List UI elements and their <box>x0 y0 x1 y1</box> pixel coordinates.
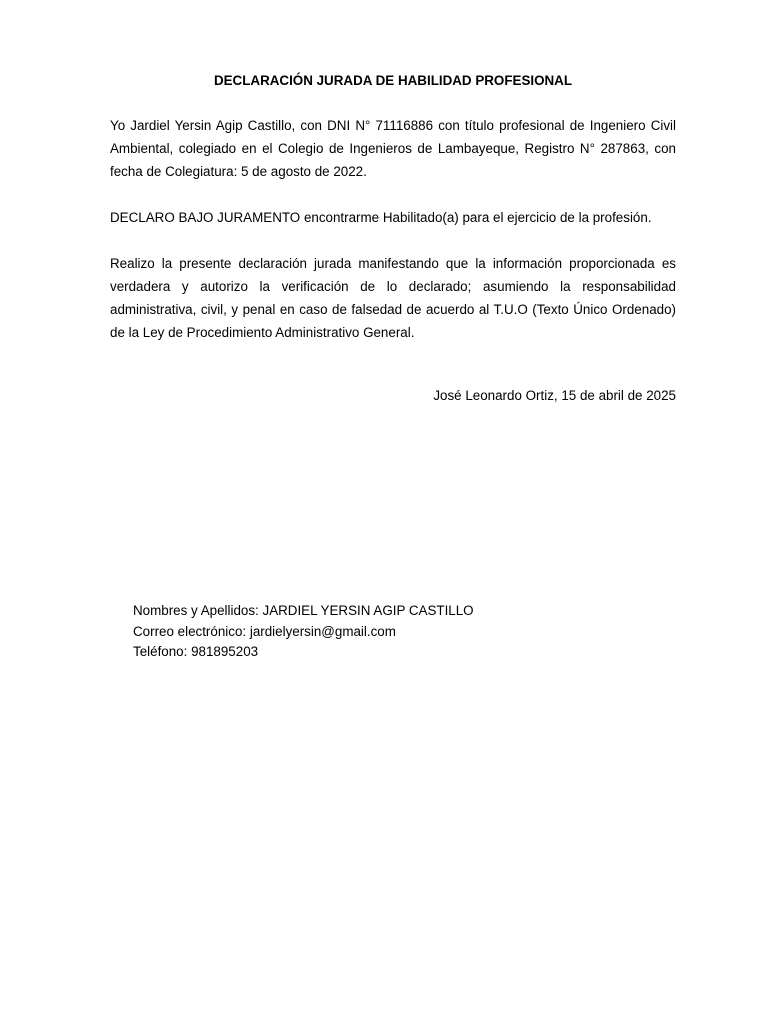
contact-block <box>133 601 474 663</box>
paragraph-identity: Yo Jardiel Yersin Agip Castillo, con DNI N° 71116886 con título profesional de Ingeniero Civil Ambiental, colegiado en el Colegio de Ingenieros de Lambayeque, Registro N° 287863, con fecha de Colegiatura: 5 de agosto de 2022. <box>110 118 676 179</box>
contact-names: Nombres y Apellidos: JARDIEL YERSIN AGIP CASTILLO <box>133 603 474 618</box>
paragraph-responsibility: Realizo la presente declaración jurada manifestando que la información proporcionada es verdadera y autorizo la verificación de lo declarado; asumiendo la responsabilidad administrativa, civil, y penal en caso de falsedad de acuerdo al T.U.O (Texto Único Ordenado) de la Ley de Procedimiento Administrativo General. <box>110 256 676 340</box>
document-title: DECLARACIÓN JURADA DE HABILIDAD PROFESIONAL <box>213 73 573 88</box>
paragraph-declaration: DECLARO BAJO JURAMENTO encontrarme Habilitado(a) para el ejercicio de la profesión. <box>110 210 652 225</box>
place-date: José Leonardo Ortiz, 15 de abril de 2025 <box>433 388 676 403</box>
contact-phone: Teléfono: 981895203 <box>133 644 259 659</box>
contact-email: Correo electrónico: jardielyersin@gmail.com <box>133 623 396 639</box>
